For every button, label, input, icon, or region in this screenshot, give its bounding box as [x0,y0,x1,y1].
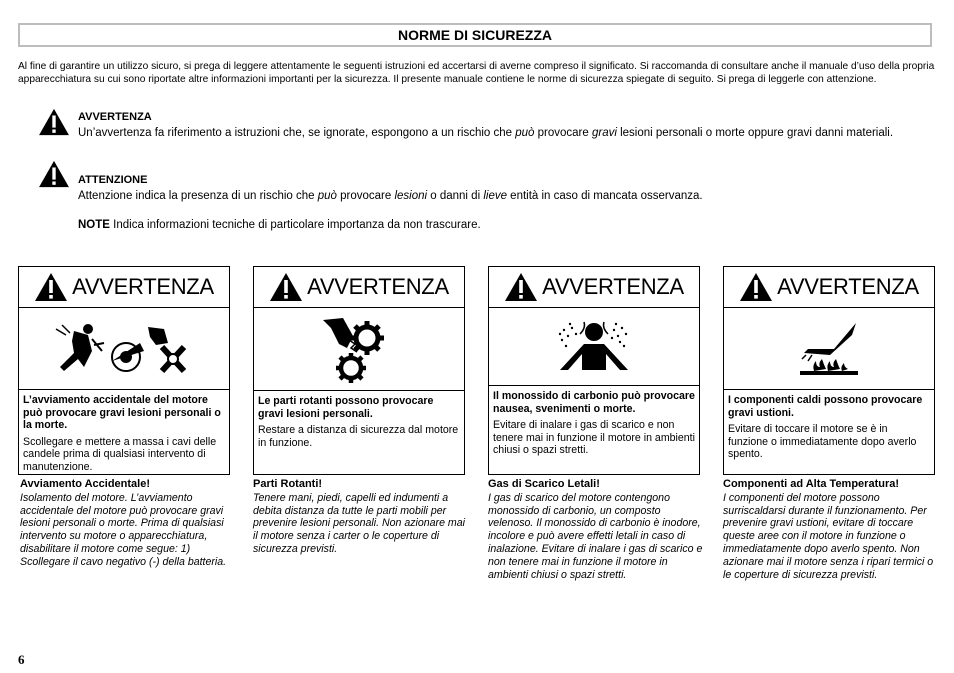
warning-definition-text: Un’avvertenza fa riferimento a istruzioni che, se ignorate, espongono a un rischio che può provocare gravi lesioni personali o morte oppure gravi danni materiali. [78,127,894,139]
card-message-text: Evitare di inalare i gas di scarico e non tenere mai in funzione il motore in ambienti chiusi o spazi stretti. [493,419,695,456]
caution-definition [78,173,938,205]
card-message-text: Scollegare e mettere a massa i cavi delle candele prima di qualsiasi intervento di manutenzione. [23,435,217,473]
explanation-exhaust-gas [488,478,704,581]
card-header-text: AVVERTENZA [777,274,919,299]
rotating-parts-pictogram-icon [254,308,464,392]
explanation-body: Tenere mani, piedi, capelli ed indumenti a debita distanza da tutte le parti mobili per prevenire lesioni personali. Non azionare mai il motore senza i carter o le coperture di sicurezza previsti. [253,491,465,555]
card-message-text: Evitare di toccare il motore se è in funzione o immediatamente dopo averlo spento. [728,423,917,460]
explanation-body: I gas di scarico del motore contengono monossido di carbonio, un composto velenoso. Il monossido di carbonio è inodore, incolore e può avere effetti letali in caso di inalazione. Evitare di inalare i gas di scarico e non tenere mai in funzione il motore in ambienti chiusi o spazi stretti. [488,491,703,581]
warning-triangle-icon [504,272,538,302]
explanation-body: I componenti del motore possono surriscaldarsi durante il funzionamento. Per prevenire gravi ustioni, evitare di toccare queste aree con il motore in funzione o immediatamente dopo averlo spento. Non azionare mai il motore senza i ripari termici o le coperture di sicurezza previsti. [723,491,934,581]
note-text: Indica informazioni tecniche di particolare importanza da non trascurare. [109,219,481,231]
warning-triangle-icon [739,272,773,302]
explanation-accidental-start [20,478,236,569]
card-header-text: AVVERTENZA [72,274,214,299]
card-header [19,267,229,308]
caution-triangle-icon [38,160,70,188]
note-definition [78,219,481,231]
card-message [19,389,229,474]
card-message [489,385,699,474]
warning-card-exhaust-gas [488,266,700,475]
card-message [254,390,464,474]
carbon-monoxide-pictogram-icon [489,308,699,388]
card-message-bold: I componenti caldi possono provocare gravi ustioni. [728,394,923,419]
explanation-title: Parti Rotanti! [253,478,323,490]
warning-triangle-icon [38,108,70,136]
warning-card-rotating-parts [253,266,465,475]
card-message [724,389,934,474]
card-header [724,267,934,308]
card-message-bold: L’avviamento accidentale del motore può provocare gravi lesioni personali o la morte. [23,394,221,431]
explanation-hot-components [723,478,939,581]
card-message-text: Restare a distanza di sicurezza dal motore in funzione. [258,424,459,449]
card-header [489,267,699,308]
warning-card-hot-components [723,266,935,475]
section-title [18,23,932,47]
section-title-text: NORME DI SICUREZZA [398,27,552,43]
card-message-bold: Le parti rotanti possono provocare gravi lesioni personali. [258,395,434,420]
card-header [254,267,464,308]
note-label: NOTE [78,219,110,231]
warning-definition-title: AVVERTENZA [78,111,152,123]
intro-paragraph: Al fine di garantire un utilizzo sicuro, si prega di leggere attentamente le seguenti istruzioni ed accertarsi di averne compreso il significato. Si raccomanda di consultare anche il manuale d’uso della propria apparecchiatura su cui sono riportate altre informazioni importanti per la sicurezza. Il presente manuale contiene le norme di sicurezza spiegate di seguito. Si prega di leggerle con attenzione. [18,61,935,85]
card-header-text: AVVERTENZA [542,274,684,299]
hot-surface-pictogram-icon [724,308,934,390]
card-message-bold: Il monossido di carbonio può provocare nausea, svenimenti o morte. [493,390,695,415]
page-number: 6 [18,652,25,667]
explanation-title: Componenti ad Alta Temperatura! [723,478,900,490]
warning-triangle-icon [269,272,303,302]
explanation-rotating-parts [253,478,469,556]
warning-triangle-icon [34,272,68,302]
warning-definition [78,110,938,142]
explanation-title: Gas di Scarico Letali! [488,478,600,490]
accidental-start-pictogram-icon [19,308,229,393]
explanation-title: Avviamento Accidentale! [20,478,151,490]
explanation-body: Isolamento del motore. L’avviamento accidentale del motore può provocare gravi lesioni personali o morte. Prima di qualsiasi intervento su motore o apparecchiatura, disabilitare il motore come segue: 1) Scollegare il cavo negativo (-) della batteria. [20,491,227,568]
caution-definition-text: Attenzione indica la presenza di un rischio che può provocare lesioni o danni di lieve entità in caso di mancata osservanza. [78,190,703,202]
warning-card-accidental-start [18,266,230,475]
caution-definition-title: ATTENZIONE [78,174,148,186]
card-header-text: AVVERTENZA [307,274,449,299]
